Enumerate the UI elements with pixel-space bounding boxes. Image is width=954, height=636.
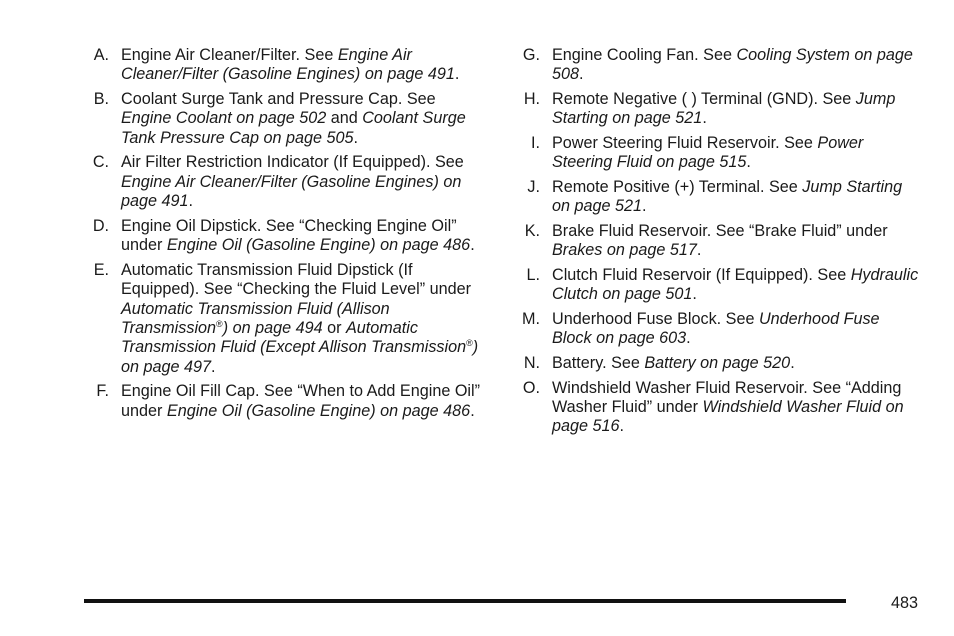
registered-mark: ® [466, 338, 473, 349]
item-letter-label: A. [93, 46, 109, 64]
item-text-segment: . [454, 65, 460, 84]
item-text-segment: . [211, 357, 216, 376]
item-text-segment: Coolant Surge Tank and Pressure Cap. See [121, 90, 436, 108]
item-letter [511, 222, 540, 261]
list-item [80, 217, 490, 256]
item-text-segment: . [790, 354, 795, 372]
item-letter [80, 217, 109, 256]
item-letter-label: D. [92, 216, 109, 235]
item-letter-label: L. [526, 266, 540, 284]
item-letter-label: M. [522, 310, 540, 328]
item-spacer [540, 222, 552, 261]
item-text [552, 379, 921, 437]
item-letter-label: H. [523, 90, 540, 108]
item-letter [80, 153, 109, 211]
cross-reference: Automatic Transmission Fluid (Allison Transmission [121, 299, 390, 338]
item-spacer [109, 261, 121, 377]
item-spacer [109, 153, 121, 211]
item-text-segment: Clutch Fluid Reservoir (If Equipped). See [552, 266, 851, 284]
item-text-segment: . [353, 128, 358, 147]
item-letter-label: J. [527, 178, 540, 196]
item-letter [511, 379, 540, 437]
item-text [121, 217, 490, 256]
item-letter [511, 178, 540, 217]
item-letter [80, 90, 109, 148]
item-letter [511, 134, 540, 173]
list-item [511, 90, 921, 129]
item-text [552, 46, 921, 85]
cross-reference: Engine Air Cleaner/Filter (Gasoline Engines) on page 491 [121, 46, 455, 84]
list-item [80, 261, 490, 377]
page-number: 483 [890, 594, 918, 612]
item-text [121, 153, 490, 211]
cross-reference: Automatic Transmission Fluid (Except Allison Transmission [121, 319, 467, 357]
cross-reference: Coolant Surge Tank Pressure Cap on page 505 [121, 109, 466, 147]
item-letter [511, 266, 540, 305]
item-letter-label: B. [93, 90, 109, 108]
right-column [511, 46, 921, 442]
item-letter [511, 90, 540, 129]
item-text [552, 178, 921, 217]
item-letter [511, 46, 540, 85]
item-text-segment: Engine Oil Dipstick. See “Checking Engine Oil” under [121, 216, 457, 255]
item-text-segment: . [642, 197, 647, 216]
cross-reference: Windshield Washer Fluid on page 516 [552, 398, 904, 436]
item-letter [511, 354, 540, 373]
item-spacer [540, 379, 552, 437]
cross-reference: Cooling System on page 508 [552, 46, 913, 84]
list-item [511, 310, 921, 349]
item-letter-label: K. [524, 222, 540, 240]
cross-reference: Hydraulic Clutch on page 501 [552, 266, 919, 304]
item-text-segment: and [326, 109, 363, 128]
cross-reference: Battery on page 520 [644, 354, 791, 372]
cross-reference: Power Steering Fluid on page 515 [552, 134, 864, 172]
item-text-segment: . [696, 241, 702, 260]
cross-reference: Jump Starting on page 521 [552, 90, 896, 128]
list-item [80, 46, 490, 85]
item-letter-label: E. [93, 260, 109, 279]
item-spacer [109, 217, 121, 256]
item-text-segment: . [702, 109, 707, 128]
item-spacer [540, 46, 552, 85]
item-letter-label: C. [92, 153, 109, 172]
item-text [121, 261, 490, 377]
item-text [552, 90, 921, 129]
item-spacer [540, 90, 552, 129]
cross-reference: Underhood Fuse Block on page 603 [552, 310, 880, 348]
list-item [511, 266, 921, 305]
item-text [552, 310, 921, 349]
item-spacer [540, 310, 552, 349]
item-text-segment: Engine Cooling Fan. See [552, 46, 737, 64]
item-text-segment: Engine Oil Fill Cap. See “When to Add Engine Oil” under [121, 382, 481, 420]
item-text-segment: Underhood Fuse Block. See [552, 310, 759, 328]
item-text-segment: . [692, 285, 697, 304]
item-text-segment: Air Filter Restriction Indicator (If Equipped). See [121, 153, 464, 172]
cross-reference: Brakes on page 517 [552, 241, 697, 260]
item-text [552, 354, 921, 373]
list-item [511, 222, 921, 261]
item-text-segment: . [746, 153, 751, 172]
item-spacer [109, 46, 121, 85]
item-text-segment: . [579, 65, 584, 84]
item-letter [511, 310, 540, 349]
cross-reference: Engine Oil (Gasoline Engine) on page 486 [166, 236, 471, 255]
item-text-segment: Automatic Transmission Fluid Dipstick (If Equipped). See “Checking the Fluid Level” under [121, 260, 472, 299]
item-letter-label: N. [523, 354, 540, 372]
item-text [121, 90, 490, 148]
item-letter [80, 46, 109, 85]
cross-reference: Engine Oil (Gasoline Engine) on page 486 [166, 401, 471, 420]
item-text-segment: . [686, 329, 691, 348]
item-spacer [540, 266, 552, 305]
item-letter-label: O. [522, 378, 540, 397]
footer-rule [84, 599, 846, 603]
item-spacer [109, 382, 121, 421]
registered-mark: ® [216, 319, 223, 330]
item-text [121, 382, 490, 421]
item-text-segment: . [188, 192, 194, 211]
item-text-segment: . [470, 236, 475, 255]
list-item [80, 90, 490, 148]
item-letter-label: F. [96, 382, 109, 401]
item-text-segment: or [322, 319, 346, 338]
cross-reference: Engine Air Cleaner/Filter (Gasoline Engines) on page 491 [121, 172, 462, 211]
item-text-segment: Remote Negative ( ) Terminal (GND). See [552, 90, 856, 108]
list-item [511, 379, 921, 437]
item-letter-label: G. [522, 46, 540, 64]
item-text-segment: . [619, 417, 625, 436]
list-item [511, 178, 921, 217]
item-spacer [540, 178, 552, 217]
item-spacer [540, 354, 552, 373]
list-item [80, 153, 490, 211]
item-spacer [540, 134, 552, 173]
item-letter-label: I. [531, 134, 540, 152]
item-text [121, 46, 490, 85]
item-text [552, 222, 921, 261]
item-text-segment: Battery. See [552, 354, 645, 372]
item-text-segment: Engine Air Cleaner/Filter. See [121, 46, 338, 64]
list-item [80, 382, 490, 421]
cross-reference: ) on page 497 [121, 338, 479, 376]
item-text-segment: Remote Positive (+) Terminal. See [552, 178, 803, 196]
cross-reference: Engine Coolant on page 502 [121, 109, 327, 128]
item-letter [80, 261, 109, 377]
cross-reference: ) on page 494 [222, 319, 323, 338]
item-text-segment: Windshield Washer Fluid Reservoir. See “Adding Washer Fluid” under [552, 378, 902, 416]
item-text-segment: Power Steering Fluid Reservoir. See [552, 134, 818, 152]
list-item [511, 354, 921, 373]
list-item [511, 134, 921, 173]
left-column [80, 46, 490, 426]
cross-reference: Jump Starting on page 521 [552, 178, 903, 216]
item-text [552, 134, 921, 173]
item-spacer [109, 90, 121, 148]
item-text-segment: . [470, 401, 475, 420]
list-item [511, 46, 921, 85]
item-letter [80, 382, 109, 421]
item-text-segment: Brake Fluid Reservoir. See “Brake Fluid” under [552, 222, 888, 240]
item-text [552, 266, 921, 305]
